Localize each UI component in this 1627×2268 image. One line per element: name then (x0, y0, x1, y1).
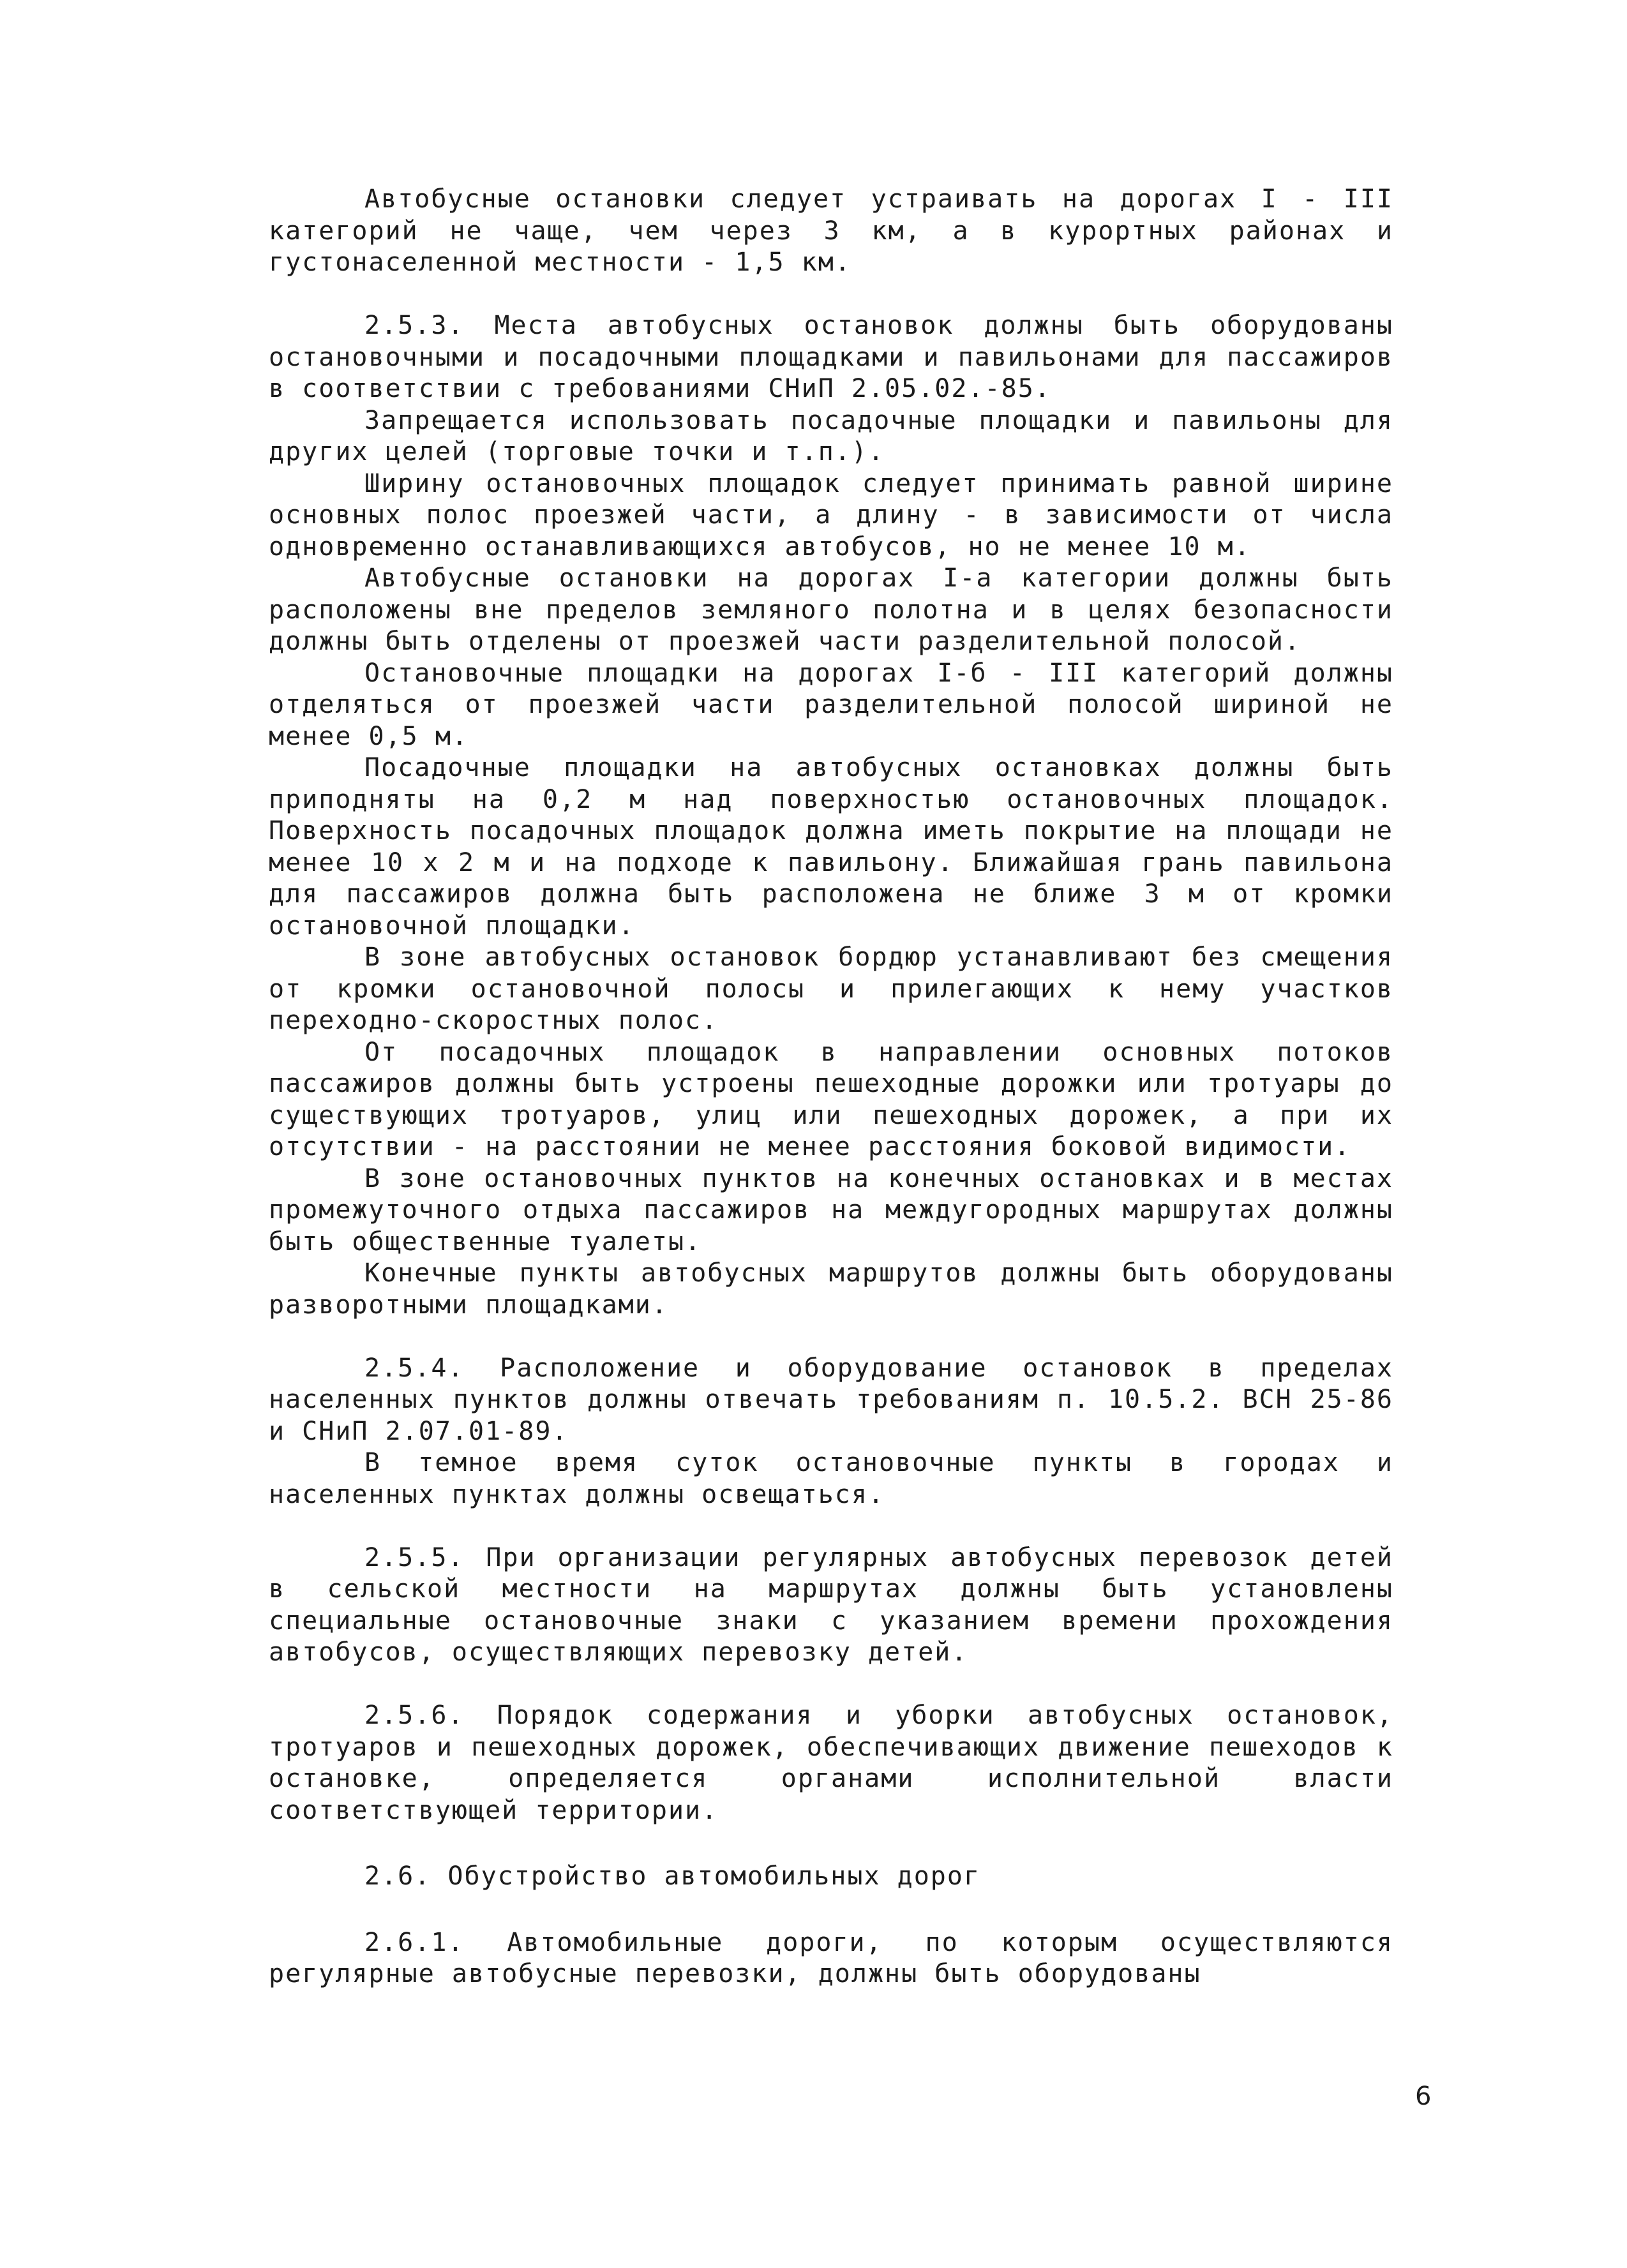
paragraph-boarding-platforms: Посадочные площадки на автобусных остановках должны быть приподняты на 0,2 м над поверхностью остановочных площадок. Поверхность посадочных площадок должна иметь покрытие на площади не менее 10 х 2 м и на подходе к павильону. Ближайшая грань павильона для пассажиров должна быть расположена не ближе 3 м от кромки остановочной площадки. (269, 753, 1393, 941)
paragraph-stop-separation: Остановочные площадки на дорогах I-б - III категорий должны отделяться от проезжей части разделительной полосой шириной не менее 0,5 м. (269, 658, 1393, 751)
page-number: 6 (1415, 2082, 1432, 2111)
section-heading-2-6: 2.6. Обустройство автомобильных дорог (364, 1861, 981, 1891)
paragraph-pedestrian-paths: От посадочных площадок в направлении основных потоков пассажиров должны быть устроены пешеходные дорожки или тротуары до существующих тротуаров, улиц или пешеходных дорожек, а при их отсутствии - на расстоянии не менее расстояния боковой видимости. (269, 1037, 1393, 1161)
paragraph-2-5-5: 2.5.5. При организации регулярных автобусных перевозок детей в сельской местности на маршрутах должны быть установлены специальные остановочные знаки с указанием времени прохождения автобусов, осуществляющих перевозку детей. (269, 1542, 1393, 1667)
paragraph-category-ia-stops: Автобусные остановки на дорогах I-а категории должны быть расположены вне пределов земляного полотна и в целях безопасности должны быть отделены от проезжей части разделительной полосой. (269, 563, 1393, 656)
paragraph-prohibited-use: Запрещается использовать посадочные площадки и павильоны для других целей (торговые точки и т.п.). (269, 405, 1393, 466)
paragraph-2-5-3: 2.5.3. Места автобусных остановок должны быть оборудованы остановочными и посадочными площадками и павильонами для пассажиров в соответствии с требованиями СНиП 2.05.02.-85. (269, 311, 1393, 403)
paragraph-turnaround: Конечные пункты автобусных маршрутов должны быть оборудованы разворотными площадками. (269, 1258, 1393, 1320)
paragraph-bus-stop-spacing: Автобусные остановки следует устраивать на дорогах I - III категорий не чаще, чем через 3 км, а в курортных районах и густонаселенной местности - 1,5 км. (269, 184, 1393, 277)
paragraph-2-5-4: 2.5.4. Расположение и оборудование остановок в пределах населенных пунктов должны отвечать требованиям п. 10.5.2. ВСН 25-86 и СНиП 2.07.01-89. (269, 1353, 1393, 1446)
document-body (269, 184, 1393, 1990)
paragraph-2-6-1: 2.6.1. Автомобильные дороги, по которым осуществляются регулярные автобусные перевозки, должны быть оборудованы (269, 1927, 1393, 1988)
paragraph-lighting: В темное время суток остановочные пункты в городах и населенных пунктах должны освещаться. (269, 1448, 1393, 1509)
paragraph-toilets: В зоне остановочных пунктов на конечных остановках и в местах промежуточного отдыха пассажиров на междугородных маршрутах должны быть общественные туалеты. (269, 1163, 1393, 1257)
paragraph-2-5-6: 2.5.6. Порядок содержания и уборки автобусных остановок, тротуаров и пешеходных дорожек, обеспечивающих движение пешеходов к остановке, определяется органами исполнительной власти соответствующей территории. (269, 1701, 1393, 1825)
paragraph-curb: В зоне автобусных остановок бордюр устанавливают без смещения от кромки остановочной полосы и прилегающих к нему участков переходно-скоростных полос. (269, 943, 1393, 1035)
paragraph-platform-width: Ширину остановочных площадок следует принимать равной ширине основных полос проезжей части, а длину - в зависимости от числа одновременно останавливающихся автобусов, но не менее 10 м. (269, 468, 1393, 562)
